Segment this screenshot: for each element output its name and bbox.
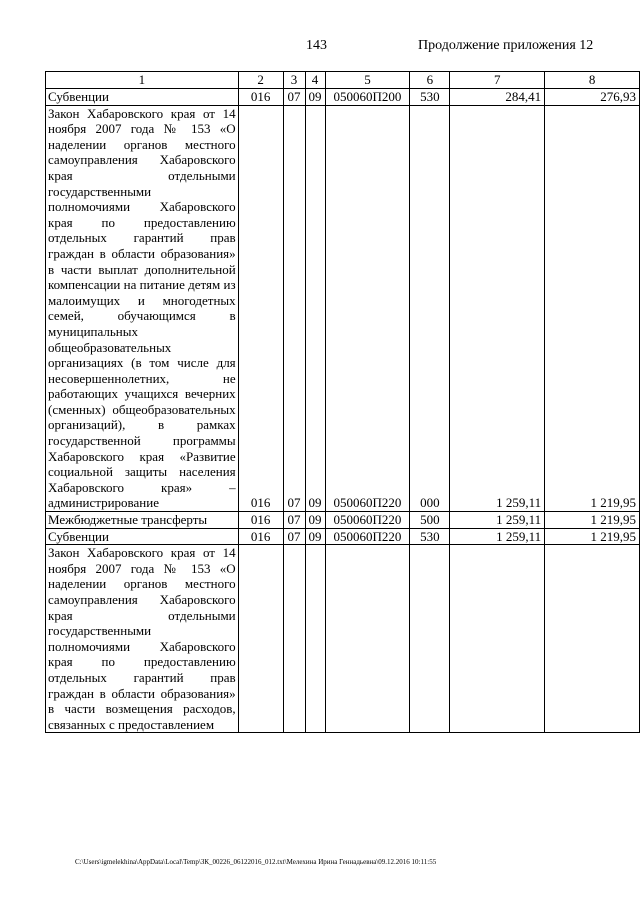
table-row xyxy=(46,105,640,511)
cell-empty xyxy=(305,545,325,733)
col-header: 3 xyxy=(283,72,305,89)
row-name: Межбюджетные трансферты xyxy=(46,512,239,529)
cell-amount-1: 1 259,11 xyxy=(450,512,545,529)
cell-empty xyxy=(325,545,410,733)
cell-grbs: 016 xyxy=(238,528,283,545)
cell-grbs: 016 xyxy=(238,512,283,529)
col-header: 2 xyxy=(238,72,283,89)
cell-amount-2: 1 219,95 xyxy=(545,512,640,529)
col-header: 7 xyxy=(450,72,545,89)
col-header: 8 xyxy=(545,72,640,89)
row-name: Закон Хабаровского края от 14 ноября 2007 года № 153 «О наделении органов местного самоуправления Хабаровского края отдельными государственными полномочиями Хабаровского края по предоставлению отдельных гарантий прав граждан в области образования» в части выплат дополнительной компенсации на питание детям из малоимущих и многодетных семей, обучающимся в муниципальных общеобразовательных организациях (в том числе для несовершеннолетних, не работающих учащихся вечерних (сменных) общеобразовательных организаций), в рамках государственной программы Хабаровского края «Развитие социальной защиты населения Хабаровского края» – администрирование xyxy=(46,105,239,511)
cell-grbs: 016 xyxy=(238,105,283,511)
cell-subsection: 09 xyxy=(305,512,325,529)
cell-amount-2: 1 219,95 xyxy=(545,528,640,545)
row-name: Субвенции xyxy=(46,89,239,106)
cell-empty xyxy=(545,545,640,733)
cell-expense-type: 530 xyxy=(410,528,450,545)
cell-empty xyxy=(450,545,545,733)
table-header-row xyxy=(46,72,640,89)
table-row xyxy=(46,528,640,545)
table-row xyxy=(46,89,640,106)
cell-amount-2: 1 219,95 xyxy=(545,105,640,511)
cell-subsection: 09 xyxy=(305,528,325,545)
col-header: 6 xyxy=(410,72,450,89)
cell-grbs: 016 xyxy=(238,89,283,106)
cell-expense-type: 000 xyxy=(410,105,450,511)
cell-empty xyxy=(410,545,450,733)
cell-empty xyxy=(283,545,305,733)
cell-expense-type: 500 xyxy=(410,512,450,529)
col-header: 4 xyxy=(305,72,325,89)
appendix-label: Продолжение приложения 12 xyxy=(418,38,594,53)
cell-section: 07 xyxy=(283,528,305,545)
cell-target: 050060П220 xyxy=(325,512,410,529)
cell-amount-1: 284,41 xyxy=(450,89,545,106)
table-row xyxy=(46,512,640,529)
cell-section: 07 xyxy=(283,105,305,511)
page-number: 143 xyxy=(306,38,327,53)
row-name: Субвенции xyxy=(46,528,239,545)
col-header: 5 xyxy=(325,72,410,89)
cell-section: 07 xyxy=(283,512,305,529)
cell-target: 050060П200 xyxy=(325,89,410,106)
cell-section: 07 xyxy=(283,89,305,106)
cell-expense-type: 530 xyxy=(410,89,450,106)
cell-target: 050060П220 xyxy=(325,105,410,511)
cell-empty xyxy=(238,545,283,733)
cell-amount-1: 1 259,11 xyxy=(450,528,545,545)
cell-subsection: 09 xyxy=(305,89,325,106)
cell-amount-1: 1 259,11 xyxy=(450,105,545,511)
col-header: 1 xyxy=(46,72,239,89)
file-path-footer: C:\Users\igmelekhina\AppData\Local\Temp\ЗК_00226_06122016_012.txt\Мелехина Ирина Геннадьевна\09.12.2016 10:11:55 xyxy=(75,858,437,866)
table-row xyxy=(46,545,640,733)
cell-amount-2: 276,93 xyxy=(545,89,640,106)
row-name: Закон Хабаровского края от 14 ноября 2007 года № 153 «О наделении органов местного самоуправления Хабаровского края отдельными государственными полномочиями Хабаровского края по предоставлению отдельных гарантий прав граждан в области образования» в части возмещения расходов, связанных с предоставлением xyxy=(46,545,239,733)
cell-target: 050060П220 xyxy=(325,528,410,545)
budget-table xyxy=(45,71,640,733)
cell-subsection: 09 xyxy=(305,105,325,511)
